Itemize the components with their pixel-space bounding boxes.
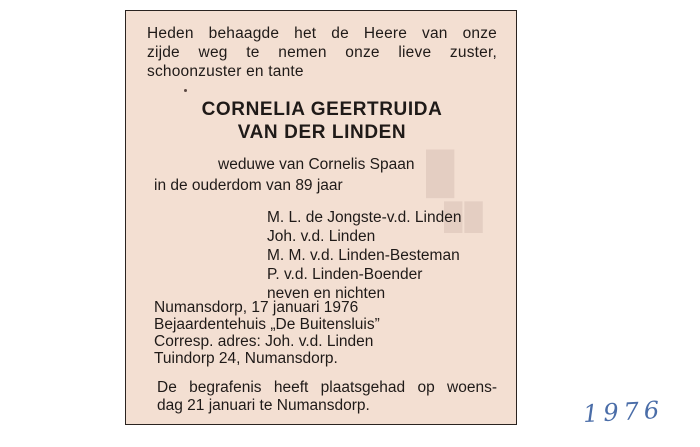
bleed-through-shape: █ <box>426 151 457 195</box>
address-line: Numansdorp, 17 januari 1976 <box>154 299 359 316</box>
address-line: Tuindorp 24, Numansdorp. <box>154 350 338 367</box>
widow-of-text: weduwe van Cornelis Spaan <box>218 156 415 173</box>
funeral-line: De begrafenis heeft plaatsgehad op woens- <box>157 379 497 396</box>
address-line: Bejaardentehuis „De Buitensluis” <box>154 316 380 333</box>
bleed-through-shape: ██ <box>444 201 485 231</box>
family-member: M. M. v.d. Linden-Besteman <box>267 247 460 264</box>
family-list <box>267 208 461 303</box>
print-speck <box>184 89 187 92</box>
funeral-notice <box>157 379 497 415</box>
deceased-name-line: VAN DER LINDEN <box>237 122 407 143</box>
newspaper-clipping <box>125 10 517 425</box>
family-member: neven en nichten <box>267 285 386 302</box>
intro-line: zijde weg te nemen onze lieve zuster, <box>147 44 497 61</box>
address-block <box>154 299 380 367</box>
age-text: in de ouderdom van 89 jaar <box>154 177 343 194</box>
address-line: Corresp. adres: Joh. v.d. Linden <box>154 333 374 350</box>
intro-text <box>147 24 497 81</box>
family-member: P. v.d. Linden-Boender <box>267 266 423 283</box>
deceased-name <box>126 98 518 144</box>
handwritten-year-annotation: 1976 <box>582 395 665 429</box>
intro-line: Heden behaagde het de Heere van onze <box>147 25 497 42</box>
intro-line: schoonzuster en tante <box>147 63 304 80</box>
funeral-line: dag 21 januari te Numansdorp. <box>157 397 370 414</box>
deceased-name-line: CORNELIA GEERTRUIDA <box>201 99 443 120</box>
family-member: Joh. v.d. Linden <box>267 228 376 245</box>
family-member: M. L. de Jongste-v.d. Linden <box>267 209 462 226</box>
